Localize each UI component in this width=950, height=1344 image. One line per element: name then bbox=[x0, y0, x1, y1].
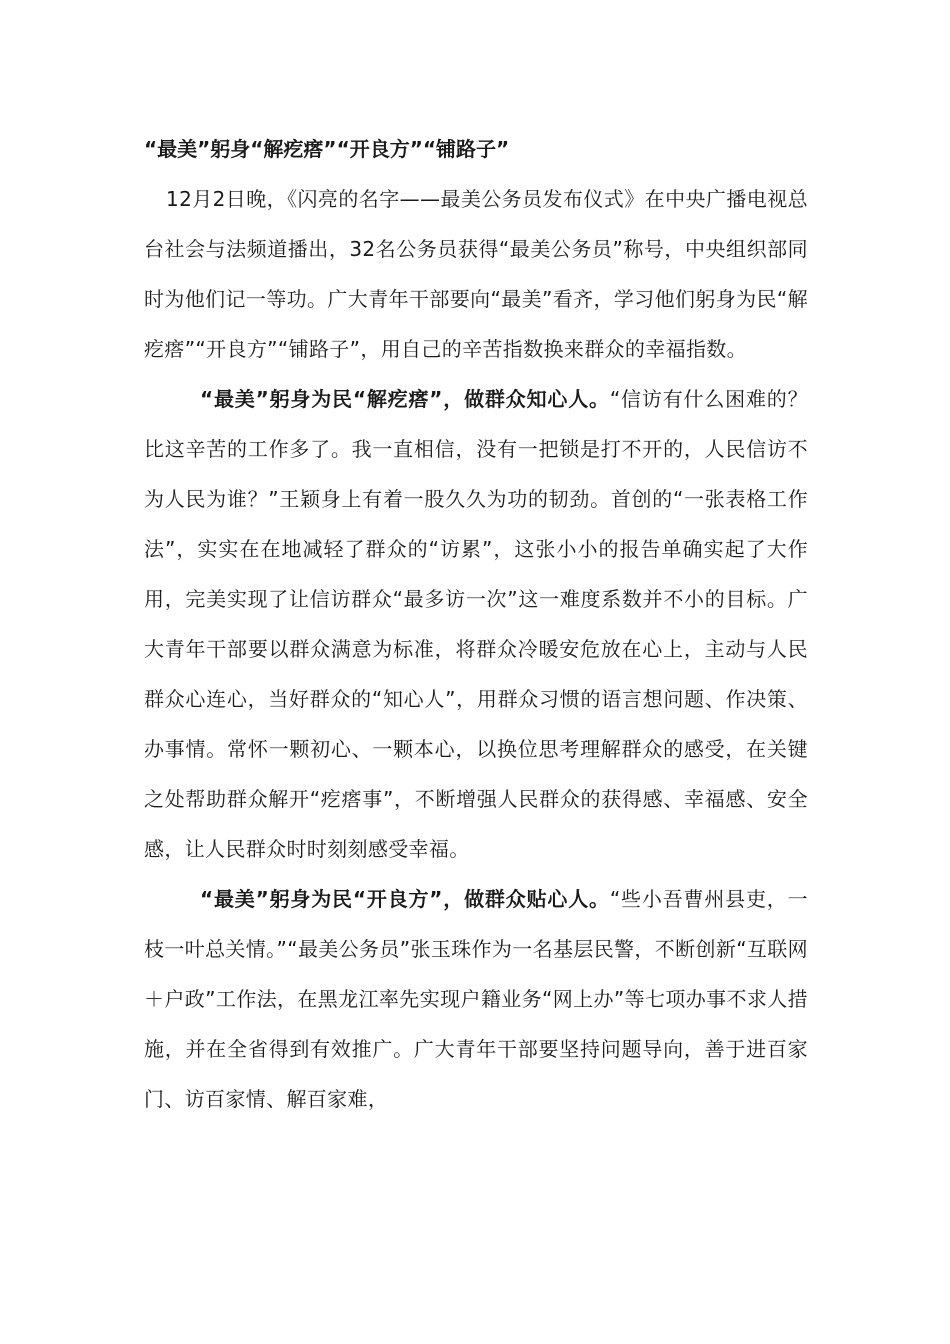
section-heading-2: “最美”躬身为民“开良方”，做群众贴心人。 bbox=[200, 887, 610, 911]
article-body bbox=[144, 124, 808, 1124]
section-paragraph-1 bbox=[144, 374, 808, 874]
section-heading-1: “最美”躬身为民“解疙瘩”，做群众知心人。 bbox=[200, 387, 610, 411]
article-title: “最美”躬身“解疙瘩”“开良方”“铺路子” bbox=[144, 137, 510, 161]
section-text-2: “些小吾曹州县吏，一枝一叶总关情。”“最美公务员”张玉珠作为一名基层民警，不断创新“互联网＋户政”工作法，在黑龙江率先实现户籍业务“网上办”等七项办事不求人措施，并在全省得到有效推广。广大青年干部要坚持问题导向，善于进百家门、访百家情、解百家难， bbox=[144, 887, 808, 1111]
intro-paragraph: 12月2日晚，《闪亮的名字——最美公务员发布仪式》在中央广播电视总台社会与法频道播出，32名公务员获得“最美公务员”称号，中央组织部同时为他们记一等功。广大青年干部要向“最美”看齐，学习他们躬身为民“解疙瘩”“开良方”“铺路子”，用自己的辛苦指数换来群众的幸福指数。 bbox=[144, 187, 808, 361]
section-paragraph-2 bbox=[144, 874, 808, 1124]
section-text-1: “信访有什么困难的？比这辛苦的工作多了。我一直相信，没有一把锁是打不开的，人民信访不为人民为谁？”王颖身上有着一股久久为功的韧劲。首创的“一张表格工作法”，实实在在地减轻了群众的“访累”，这张小小的报告单确实起了大作用，完美实现了让信访群众“最多访一次”这一难度系数并不小的目标。广大青年干部要以群众满意为标准，将群众冷暖安危放在心上，主动与人民群众心连心，当好群众的“知心人”，用群众习惯的语言想问题、作决策、办事情。常怀一颗初心、一颗本心，以换位思考理解群众的感受，在关键之处帮助群众解开“疙瘩事”，不断增强人民群众的获得感、幸福感、安全感，让人民群众时时刻刻感受幸福。 bbox=[144, 387, 808, 861]
